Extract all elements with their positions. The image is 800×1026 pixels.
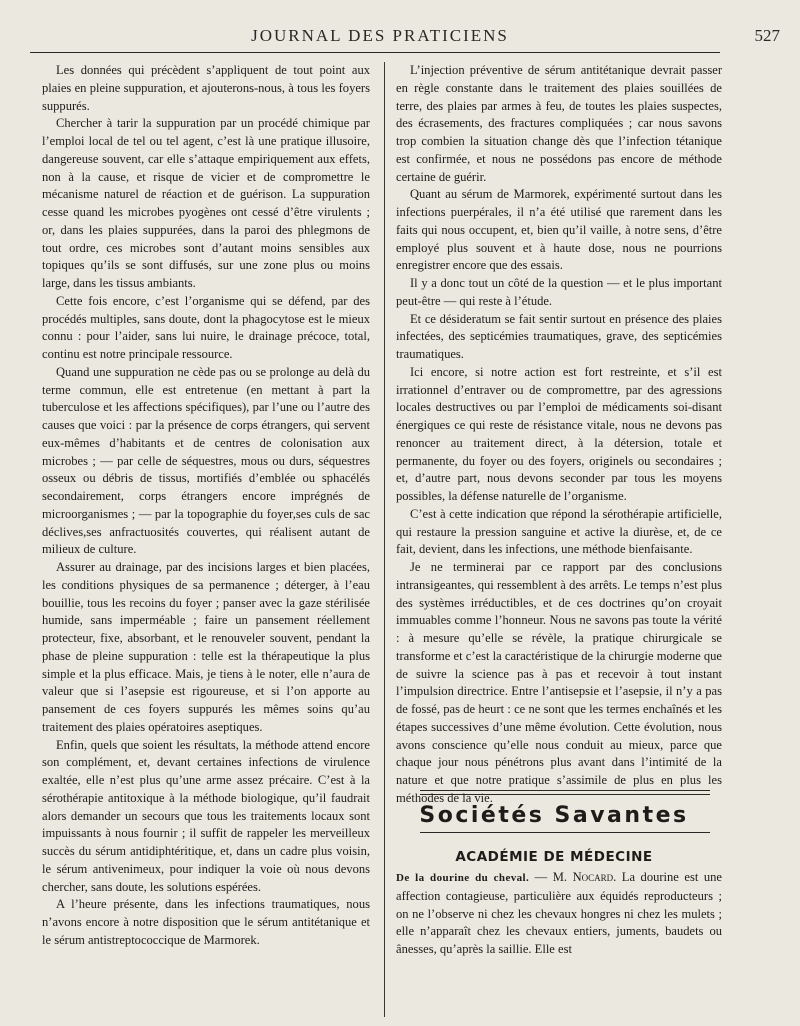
dash: — M. [529,870,573,884]
paragraph: Assurer au drainage, par des incisions larges et bien placées, les conditions physiques de sa permanence ; déterger, à l’eau bouillie, tous les recoins du foyer ; panser avec la gaze stérilisée humide, sans imperméable ; faire un pansement réellement protecteur, fixe, absorbant, et le renouveler souvent, pendant la phase de pleine suppuration : telle est la thérapeutique la plus simple et la plus efficace. Mais, je tiens à le noter, elle n’aura de valeur que si l’asepsie est rigoureuse, et si l’on apporte au pansement de ces foyers suppurés les mêmes soins qu’au traitement des plaies opératoires aseptiques. [42,560,370,734]
paragraph: A l’heure présente, dans les infections traumatiques, nous n’avons encore à notre disposition que le sérum antitétanique et le sérum antistreptococcique de Marmorek. [42,897,370,947]
societes-savantes-section [384,790,724,959]
header-rule [30,52,720,53]
paragraph: L’injection préventive de sérum antitétanique devrait passer en règle constante dans le traitement des plaies souillées de terre, des plaies par armes à feu, de toutes les plaies suspectes, des écrasements, des fractures compliquées ; car nous savons trop combien la situation change dès que l’infection tétanique est confirmée, et nous ne possédons pas encore de méthode certaine de guérir. [396,63,722,184]
subsection-title: ACADÉMIE DE MÉDECINE [455,849,653,865]
journal-title: JOURNAL DES PRATICIENS [251,26,509,45]
page-number: 527 [754,26,780,45]
author: Nocard. [572,870,617,884]
paragraph: Chercher à tarir la suppuration par un procédé chimique par l’emploi local de tel ou tel agent, c’est là une pratique illusoire, dangereuse souvent, car elle s’attaque empiriquement aux effets, non à la cause, et risque de vicier et de compromettre le mécanisme naturel de réaction et de guérison. La suppuration cesse quand les microbes pyogènes ont cessé d’être virulents ; or, dans les plaies suppurées, dans la paroi des phlegmons de tout ordre, ces microbes sont d’autant moins sensibles aux topiques qu’ils se sont diffusés, sur une zone plus ou moins large, dans les tissus ambiants. [42,116,370,290]
paragraph: Enfin, quels que soient les résultats, la méthode attend encore son complément, et, devant certaines infections de virulence exaltée, elle n’est plus qu’une arme assez précaire. C’est à la sérothérapie antitoxique à la méthode biologique, qu’il faudrait alors demander un secours que tous les traitements locaux sont impuissants à nous fournir ; il suffit de rappeler les merveilleux succès du sérum antidiphtéritique, et, dans un cadre plus voisin, le sérum antivenimeux, pour indiquer la voie où nous devons chercher, sans doute, les solutions espérées. [42,737,370,894]
running-head [0,26,800,50]
right-column [396,62,722,808]
section-rule [420,832,710,833]
left-column [42,62,370,950]
paragraph: C’est à cette indication que répond la sérothérapie artificielle, qui restaure la pression sanguine et active la diurèse, et, de ce fait, devient, dans les infections, une méthode bienfaisante. [396,506,722,557]
paragraph: Les données qui précèdent s’appliquent de tout point aux plaies en pleine suppuration, et ajouterons-nous, à tous les foyers suppurés. [42,63,370,113]
paragraph: Ici encore, si notre action est fort restreinte, et s’il est irrationnel d’entraver ou de compromettre, par des agressions locales destructives ou par l’emploi de médicaments soi-disant énergiques ce qui reste de résistance vitale, nous ne devons pas renoncer au traitement direct, à la détersion, totale et permanente, du foyer ou des foyers, originels ou secondaires ; et, d’autre part, nous devons seconder par tous les moyens possibles, la défense naturelle de l’organisme. [396,364,722,503]
paragraph: Je ne terminerai par ce rapport par des conclusions intransigeantes, qui ressemblent à des arrêts. Le temps n’est plus des systèmes irréductibles, et de ces doctrines qu’on croyait immuables comme l’honneur. Nous ne savons pas toute la vérité : à mesure qu’elle se révèle, la pratique chirurgicale se transforme et c’est la caractéristique de la chirurgie moderne que de suivre la science pas à pas et recevoir à tout instant l’impulsion directrice. Entre l’antisepsie et l’asepsie, il n’y a pas de fossé, pas de heurt : ce ne sont que les termes enchaînés et les étapes successives d’une même évolution. Cette évolution, nous avons conscience qu’elle nous conduit au mieux, parce que chaque jour nous pénétrons plus avant dans l’intimité de la nature et que notre pratique s’assimile de plus en plus les méthodes de la vie. [396,560,722,805]
paragraph: Quand une suppuration ne cède pas ou se prolonge au delà du terme commun, elle est entretenue (en mettant à part la tuberculose et les affections spécifiques), par l’une ou l’autre des causes que voici : par la présence de corps étrangers, qui servent eux-mêmes d’habitants et de centres de colonisation aux microbes ; — par celle de séquestres, mous ou durs, séquestres osseux ou débris de tissus, mortifiés d’emblée ou sphacélés secondairement, corps étrangers encore imprégnés de microorganismes ; — par la topographie du foyer,ses culs de sac déclives,ses anfractuosités couvertes, qui réalisent autant de milieux de culture. [42,364,370,557]
paragraph: Quant au sérum de Marmorek, expérimenté surtout dans les infections puerpérales, il n’a été utilisé que rarement dans les faits qui nous occupent, et, bien qu’il vaille, à notre sens, d’être employé plus souvent et à haute dose, nous ne pourrions enregistrer encore que des essais. [396,187,722,273]
item-title: De la dourine du cheval. [396,872,530,884]
paragraph: Et ce désideratum se fait sentir surtout en présence des plaies infectées, des septicémies traumatiques, grave, des septicémies traumatiques. [396,311,722,361]
paragraph: Cette fois encore, c’est l’organisme qui se défend, par des procédés multiples, sans doute, dont la phagocytose est le mieux connu : pour l’aider, sans lui nuire, le drainage précoce, total, continu est notre principale ressource. [42,293,370,361]
section-double-rule [420,790,710,795]
section-title: Sociétés Savantes [419,803,689,828]
academie-paragraph [396,869,722,959]
item-text: La dourine est une affection contagieuse, particulière aux équidés reproducteurs ; on ne l’observe ni chez les chevaux hongres ni chez les mulets ; elle n’apparaît chez les chevaux entiers, juments, baudets ou ânesses, qu’après la saillie. Elle est [396,870,722,956]
paragraph: Il y a donc tout un côté de la question — et le plus important peut-être — qui reste à l’étude. [396,276,722,308]
